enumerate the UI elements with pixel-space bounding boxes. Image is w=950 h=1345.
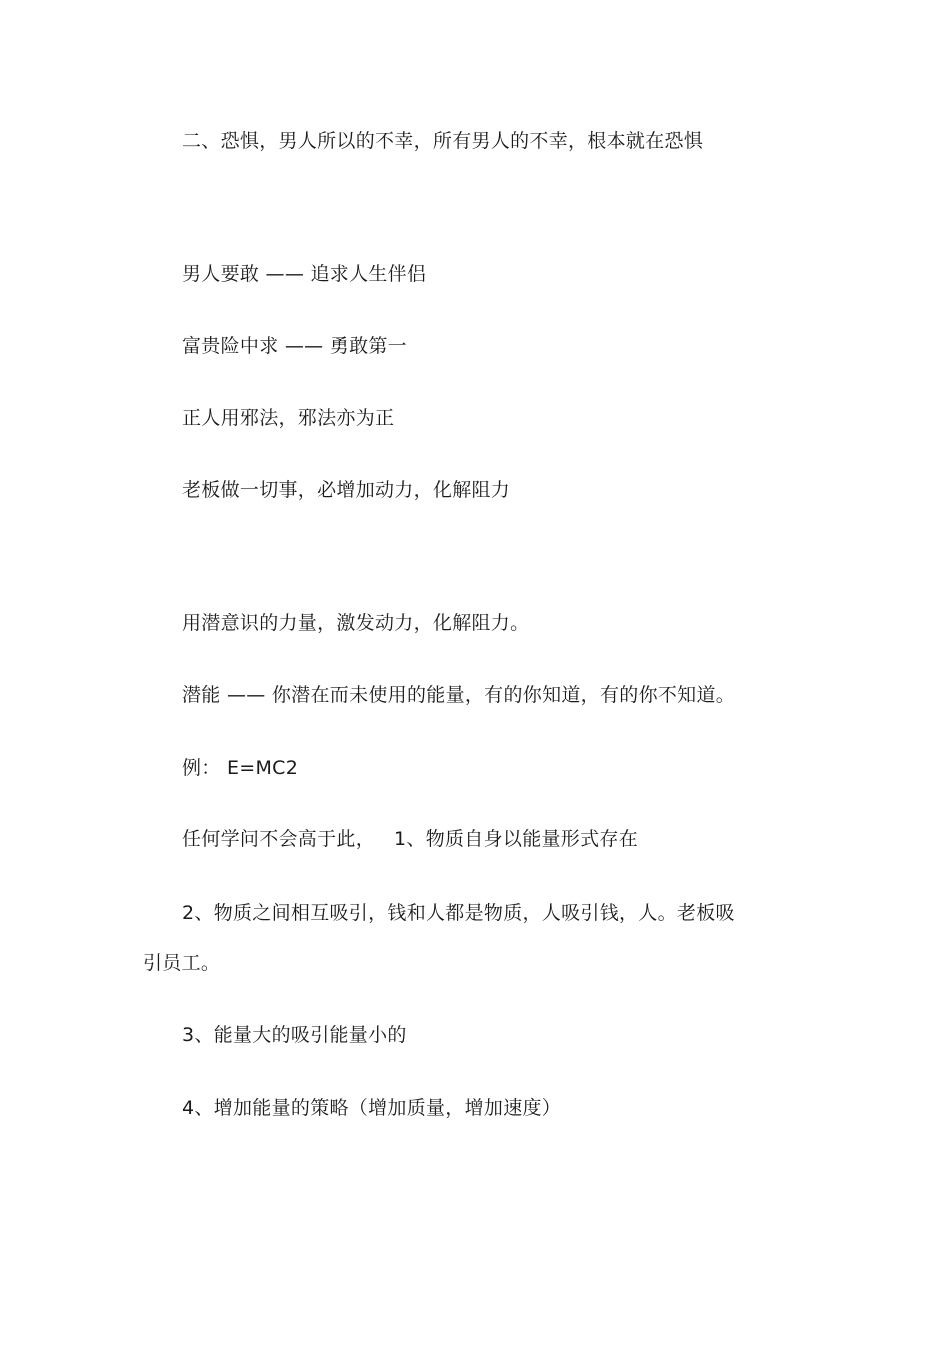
paragraph-line: 任何学问不会高于此， 1、物质自身以能量形式存在 <box>182 828 639 850</box>
paragraph-line: 4、增加能量的策略（增加质量，增加速度） <box>182 1097 562 1119</box>
paragraph-line: 2、物质之间相互吸引，钱和人都是物质，人吸引钱，人。老板吸 <box>182 902 735 924</box>
paragraph-line: 正人用邪法，邪法亦为正 <box>182 407 395 429</box>
paragraph-line-continuation: 引员工。 <box>143 952 221 974</box>
paragraph-line: 老板做一切事，必增加动力，化解阻力 <box>182 479 511 501</box>
paragraph-line: 3、能量大的吸引能量小的 <box>182 1024 407 1046</box>
paragraph-line: 富贵险中求 —— 勇敢第一 <box>182 335 407 357</box>
formula-example: 例： E=MC2 <box>182 757 299 779</box>
paragraph-line: 潜能 —— 你潜在而未使用的能量，有的你知道，有的你不知道。 <box>182 684 736 706</box>
paragraph-line: 男人要敢 —— 追求人生伴侣 <box>182 263 427 285</box>
paragraph-line: 用潜意识的力量，激发动力，化解阻力。 <box>182 612 530 634</box>
heading-fear: 二、恐惧，男人所以的不幸，所有男人的不幸，根本就在恐惧 <box>182 130 704 152</box>
